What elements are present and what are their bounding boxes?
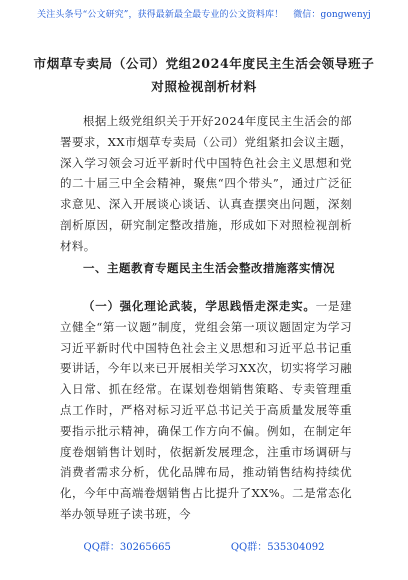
banner-promo-text: 关注头条号“公文研究”，获得最新最全最专业的公文资料库！	[37, 10, 284, 20]
footer-qq-group-1: QQ群：30265665	[83, 542, 171, 553]
banner-wechat-id: 微信：gongwenyj	[293, 10, 371, 20]
footer-qq-group-2: QQ群：535304092	[230, 542, 325, 553]
footer-contact	[0, 538, 408, 553]
section-heading-1: 一、主题教育专题民主生活会整改措施落实情况	[83, 261, 335, 275]
document-title-line-2: 对照检视剖析材料	[151, 79, 257, 94]
intro-paragraph: 根据上级党组织关于开好2024年度民主生活会的部署要求，XX市烟草专卖局（公司）党组紧扣会议主题，深入学习领会习近平新时代中国特色社会主义思想和党的二十届三中全会精神，聚焦“四个带头”，通过广泛征求意见、深入开展谈心谈话、认真查摆突出问题，深刻剖析原因，研究制定整改措施，形成如下对照检视剖析材料。	[60, 114, 352, 253]
document-title-line-1: 市烟草专卖局（公司）党组2024年度民主生活会领导班子	[33, 56, 375, 71]
subsection-heading-1: （一）强化理论武装，学思践悟走深走实。	[83, 299, 316, 313]
header-banner	[0, 0, 408, 30]
subsection-body-1: 一是建立健全“第一议题”制度，党组会第一项议题固定为学习习近平新时代中国特色社会主义思想和习近平总书记重要讲话，今年以来已开展相关学习XX次，切实将学习融入日常、抓在经常。在谋划卷烟销售策略、专卖管理重点工作时，严格对标习近平总书记关于高质量发展等重要指示批示精神，确保工作方向不偏。例如，在制定年度卷烟销售计划时，依据新发展理念，注重市场调研与消费者需求分析，优化品牌布局，推动销售结构持续优化，今年中高端卷烟销售占比提升了XX%。二是常态化举办领导班子读书班，今	[60, 299, 352, 521]
section-1-paragraph	[60, 296, 352, 525]
